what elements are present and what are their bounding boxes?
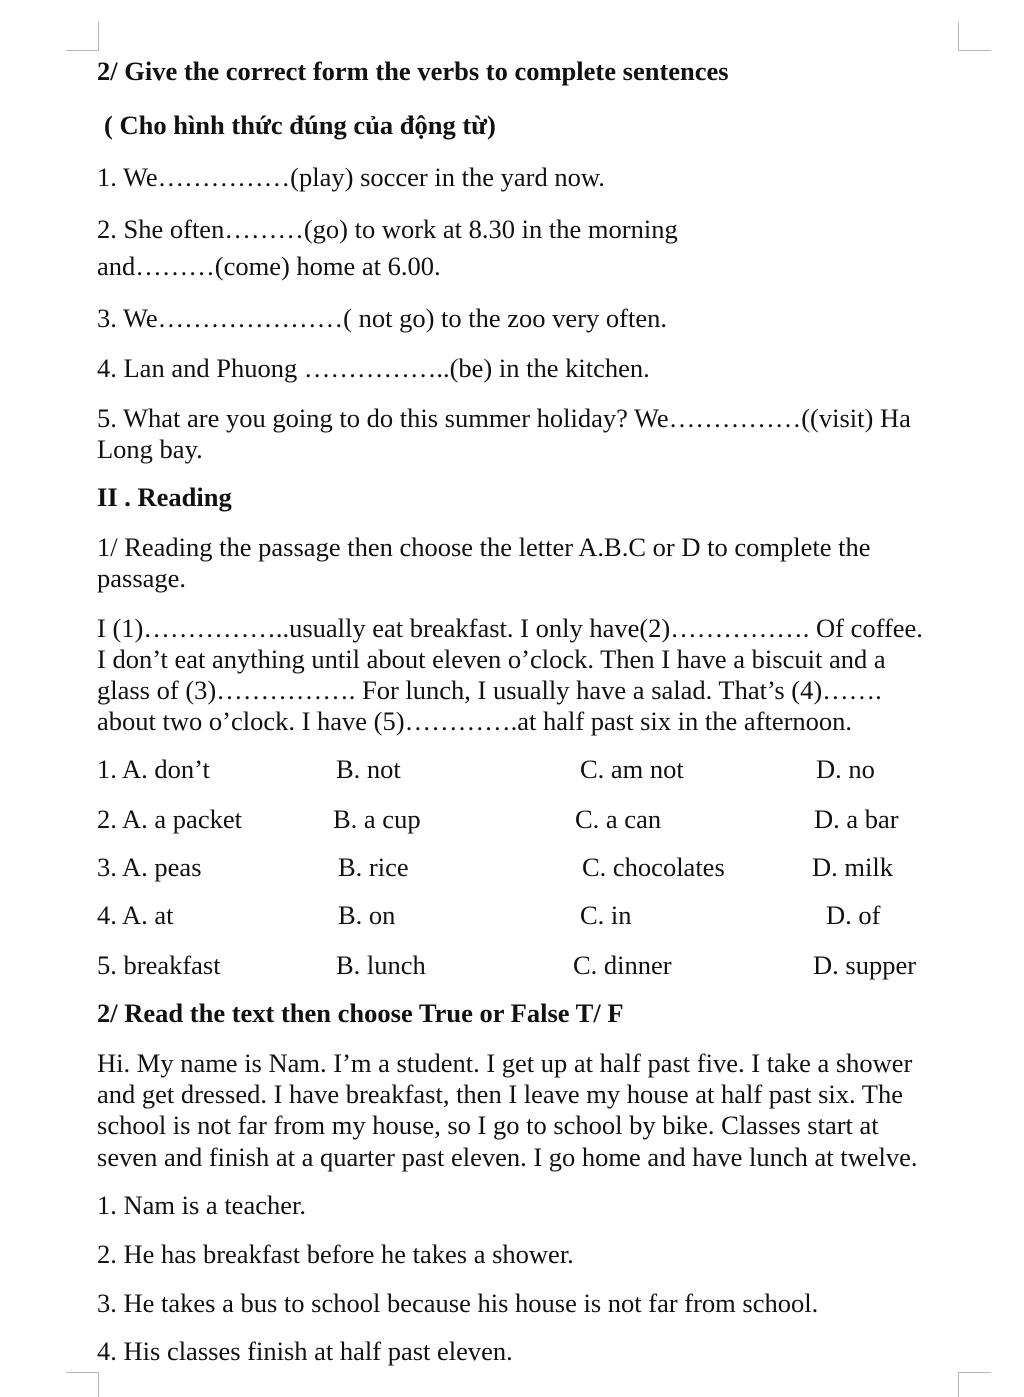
option-2-a: 2. A. a packet bbox=[97, 804, 242, 834]
option-2-d: D. a bar bbox=[814, 804, 899, 834]
tf-passage-line: seven and finish at a quarter past eleven. I go home and have lunch at twelve. bbox=[97, 1142, 918, 1172]
option-3-b: B. rice bbox=[338, 852, 409, 882]
option-3-a: 3. A. peas bbox=[97, 852, 202, 882]
option-4-c: C. in bbox=[580, 900, 632, 930]
exercise-item-4: 4. Lan and Phuong ……………..(be) in the kitchen. bbox=[97, 353, 650, 383]
reading-passage-line: glass of (3)……………. For lunch, I usually have a salad. That’s (4)……. bbox=[97, 675, 882, 705]
exercise-item-2: 2. She often………(go) to work at 8.30 in the morning bbox=[97, 214, 678, 244]
option-2-c: C. a can bbox=[575, 804, 662, 834]
tf-passage-line: and get dressed. I have breakfast, then I leave my house at half past six. The bbox=[97, 1079, 904, 1109]
exercise-item-3: 3. We…………………( not go) to the zoo very often. bbox=[97, 303, 667, 333]
crop-mark-bottom-left bbox=[66, 1372, 99, 1397]
reading-instructions-cont: passage. bbox=[97, 563, 187, 593]
option-1-d: D. no bbox=[816, 754, 875, 784]
tf-statement-1: 1. Nam is a teacher. bbox=[97, 1190, 306, 1220]
option-1-a: 1. A. don’t bbox=[97, 754, 210, 784]
crop-mark-top-right bbox=[958, 22, 991, 51]
tf-passage-line: school is not far from my house, so I go to school by bike. Classes start at bbox=[97, 1110, 879, 1140]
reading-passage-line: I (1)……………..usually eat breakfast. I only have(2)……………. Of coffee. bbox=[97, 613, 923, 643]
tf-statement-3: 3. He takes a bus to school because his house is not far from school. bbox=[97, 1288, 819, 1318]
option-5-d: D. supper bbox=[813, 950, 917, 980]
option-3-c: C. chocolates bbox=[582, 852, 725, 882]
option-5-a: 5. breakfast bbox=[97, 950, 221, 980]
crop-mark-bottom-right bbox=[958, 1372, 991, 1397]
option-1-c: C. am not bbox=[580, 754, 684, 784]
reading-passage-line: I don’t eat anything until about eleven o’clock. Then I have a biscuit and a bbox=[97, 644, 886, 674]
crop-mark-top-left bbox=[66, 22, 99, 51]
reading-passage-line: about two o’clock. I have (5)………….at half past six in the afternoon. bbox=[97, 706, 853, 736]
tf-statement-2: 2. He has breakfast before he takes a shower. bbox=[97, 1239, 574, 1269]
option-4-d: D. of bbox=[826, 900, 881, 930]
option-5-b: B. lunch bbox=[336, 950, 426, 980]
reading-heading: II . Reading bbox=[97, 482, 232, 512]
exercise-item-5-cont: Long bay. bbox=[97, 434, 203, 464]
option-4-b: B. on bbox=[338, 900, 396, 930]
tf-passage-line: Hi. My name is Nam. I’m a student. I get up at half past five. I take a shower bbox=[97, 1048, 913, 1078]
option-2-b: B. a cup bbox=[333, 804, 421, 834]
option-4-a: 4. A. at bbox=[97, 900, 174, 930]
tf-statement-4: 4. His classes finish at half past eleven. bbox=[97, 1336, 513, 1366]
option-1-b: B. not bbox=[336, 754, 401, 784]
section-subheading: ( Cho hình thức đúng của động từ) bbox=[104, 110, 496, 140]
true-false-heading: 2/ Read the text then choose True or False T/ F bbox=[97, 998, 624, 1028]
exercise-item-5: 5. What are you going to do this summer holiday? We……………((visit) Ha bbox=[97, 403, 911, 433]
reading-instructions: 1/ Reading the passage then choose the letter A.B.C or D to complete the bbox=[97, 532, 871, 562]
exercise-item-1: 1. We……………(play) soccer in the yard now. bbox=[97, 162, 605, 192]
option-3-d: D. milk bbox=[812, 852, 893, 882]
option-5-c: C. dinner bbox=[573, 950, 672, 980]
section-heading-verb-forms: 2/ Give the correct form the verbs to complete sentences bbox=[97, 56, 729, 86]
exercise-item-2-cont: and………(come) home at 6.00. bbox=[97, 251, 441, 281]
